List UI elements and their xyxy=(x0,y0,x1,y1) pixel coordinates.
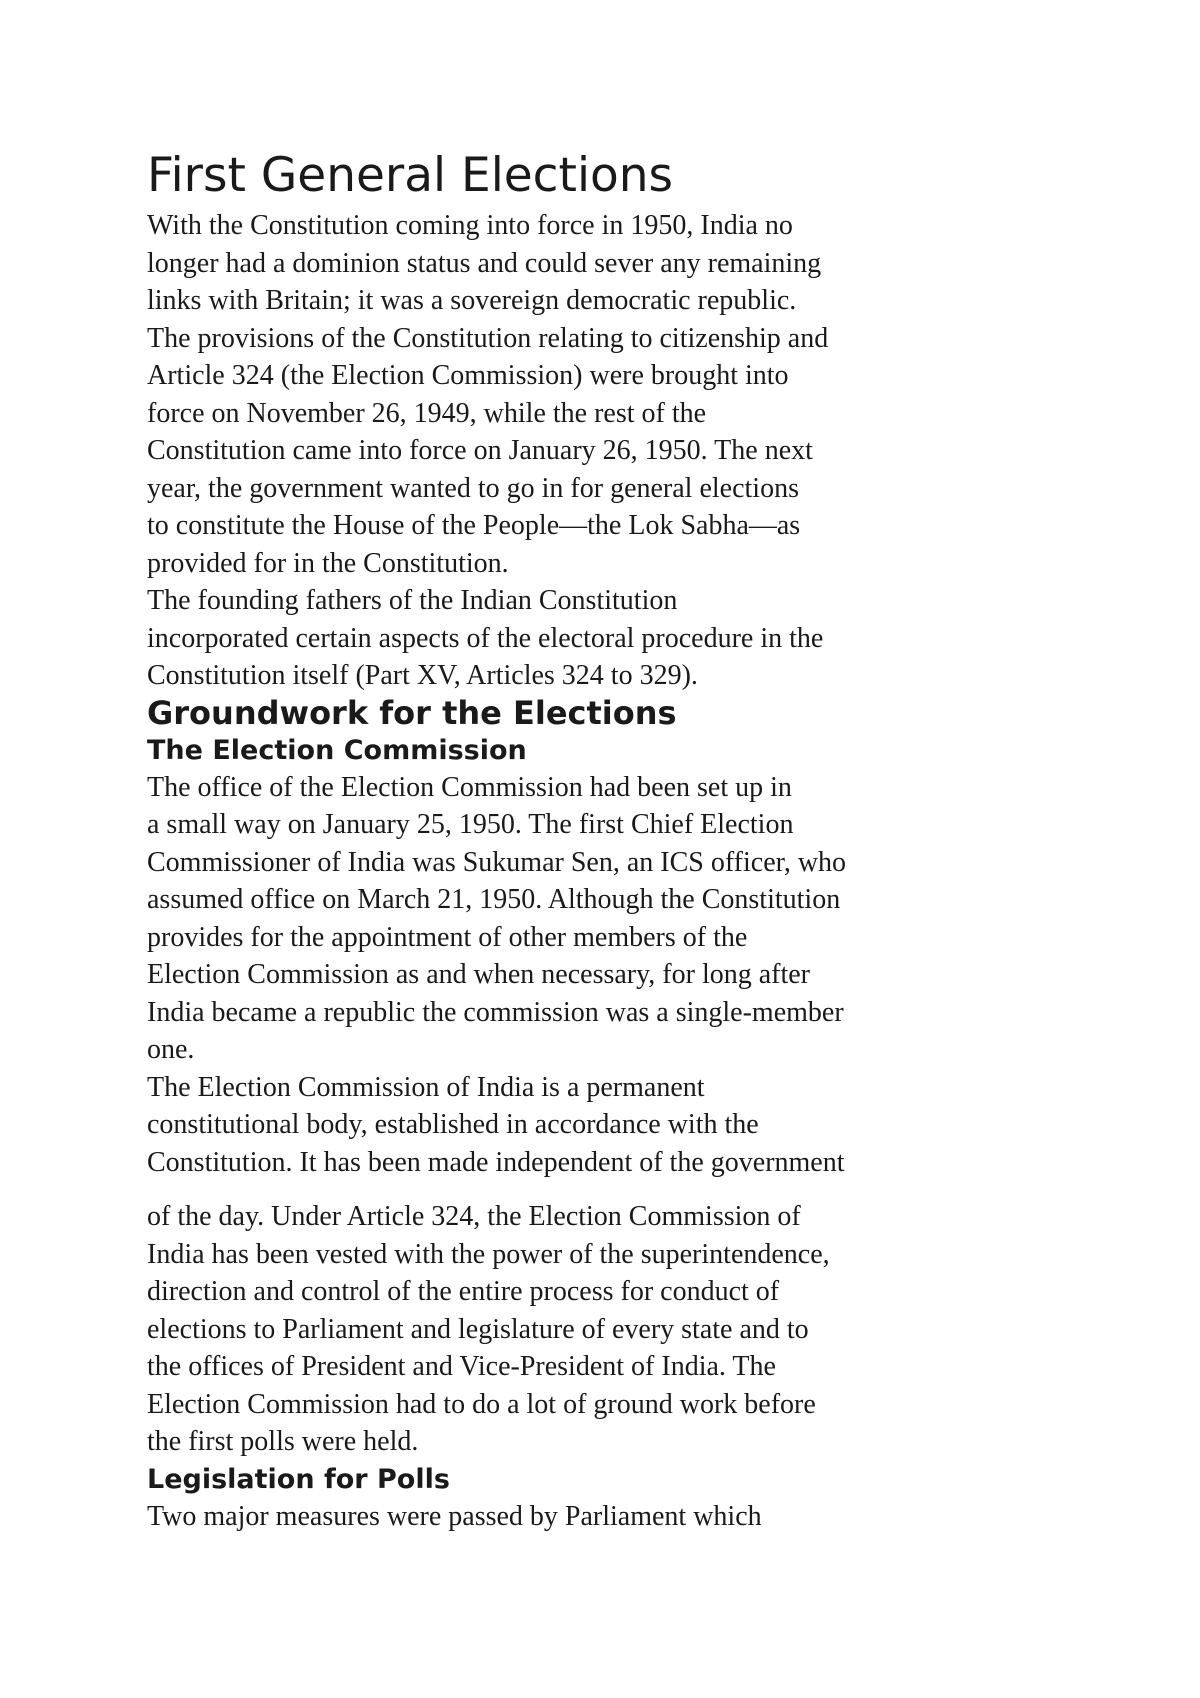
text-line: The office of the Election Commission had been set up in xyxy=(147,771,792,803)
text-line: a small way on January 25, 1950. The first Chief Election xyxy=(147,809,794,840)
text-line: provided for in the Constitution. xyxy=(147,547,509,579)
text-line: longer had a dominion status and could sever any remaining xyxy=(147,247,822,279)
text-line: incorporated certain aspects of the electoral procedure in the xyxy=(147,622,824,654)
election-commission-paragraph-2 xyxy=(147,1069,1047,1182)
election-commission-paragraph-1 xyxy=(147,769,1047,1069)
text-line: The Election Commission of India is a permanent xyxy=(147,1071,705,1103)
legislation-paragraph-1 xyxy=(147,1498,1047,1536)
text-line: constitutional body, established in accordance with the xyxy=(147,1109,759,1140)
text-line: Two major measures were passed by Parliament which xyxy=(147,1500,762,1532)
text-line: force on November 26, 1949, while the rest of the xyxy=(147,397,707,429)
page-title: First General Elections xyxy=(147,148,674,203)
text-line: direction and control of the entire process for conduct of xyxy=(147,1276,780,1307)
text-line: the offices of President and Vice-President of India. The xyxy=(147,1351,776,1382)
text-line: the first polls were held. xyxy=(147,1426,419,1457)
text-line: India became a republic the commission was a single-member xyxy=(147,996,844,1028)
text-line: year, the government wanted to go in for general elections xyxy=(147,472,799,504)
text-line: of the day. Under Article 324, the Election Commission of xyxy=(147,1201,801,1232)
text-line: Constitution. It has been made independent of the government xyxy=(147,1146,845,1178)
text-line: Constitution itself (Part XV, Articles 324 to 329). xyxy=(147,660,698,691)
text-line: Commissioner of India was Sukumar Sen, an ICS officer, who xyxy=(147,846,847,878)
text-line: India has been vested with the power of the superintendence, xyxy=(147,1238,830,1270)
election-commission-paragraph-3 xyxy=(147,1198,1047,1461)
text-line: Election Commission had to do a lot of ground work before xyxy=(147,1388,816,1420)
text-line: elections to Parliament and legislature of every state and to xyxy=(147,1313,809,1345)
text-line: to constitute the House of the People—the Lok Sabha—as xyxy=(147,510,801,541)
page-break-gap xyxy=(147,1181,1047,1198)
section-heading: Groundwork for the Elections xyxy=(147,693,677,732)
intro-paragraph-2 xyxy=(147,320,1047,583)
text-line: The provisions of the Constitution relating to citizenship and xyxy=(147,322,829,354)
text-line: one. xyxy=(147,1034,195,1065)
subsection-heading-election-commission: The Election Commission xyxy=(147,734,527,766)
text-line: Election Commission as and when necessary, for long after xyxy=(147,959,811,990)
text-line: links with Britain; it was a sovereign democratic republic. xyxy=(147,285,797,316)
text-line: Constitution came into force on January 26, 1950. The next xyxy=(147,435,813,466)
intro-paragraph-3 xyxy=(147,582,1047,695)
text-line: provides for the appointment of other members of the xyxy=(147,921,748,953)
text-line: The founding fathers of the Indian Constitution xyxy=(147,585,678,616)
text-line: Article 324 (the Election Commission) were brought into xyxy=(147,360,789,391)
intro-paragraph-1 xyxy=(147,207,1047,320)
document-page xyxy=(147,148,1047,1535)
text-line: assumed office on March 21, 1950. Although the Constitution xyxy=(147,884,841,915)
text-line: With the Constitution coming into force in 1950, India no xyxy=(147,210,793,241)
subsection-heading-legislation: Legislation for Polls xyxy=(147,1463,450,1495)
